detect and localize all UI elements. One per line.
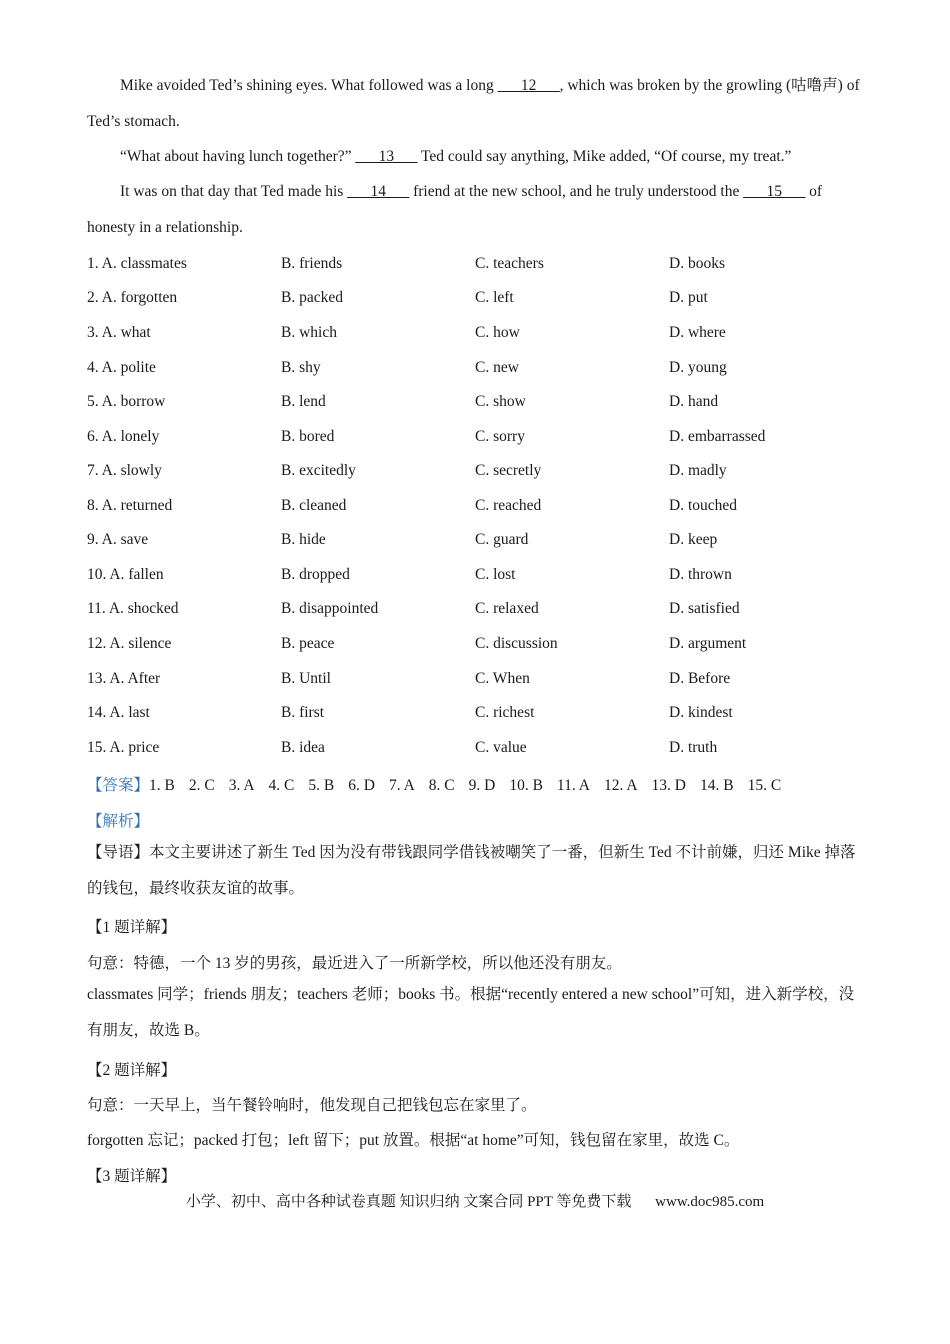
option-c: C. show xyxy=(475,393,526,410)
passage-paragraph-3 xyxy=(87,174,867,246)
option-d: D. hand xyxy=(669,393,719,410)
detail-1-explanation: classmates 同学；friends 朋友；teachers 老师；books 书。根据“recently entered a new school”可知，进入新学校，没有朋友，故选 B。 xyxy=(87,986,855,1039)
option-c: C. new xyxy=(475,359,519,376)
intro-paragraph xyxy=(87,835,867,907)
blank-13: ___13___ xyxy=(355,148,418,165)
passage-paragraph-1 xyxy=(87,68,867,140)
option-c: C. teachers xyxy=(475,255,544,272)
page-footer xyxy=(0,1190,950,1211)
option-a: 5. A. borrow xyxy=(87,393,166,410)
footer-text: 小学、初中、高中各种试卷真题 知识归纳 文案合同 PPT 等免费下载 xyxy=(185,1194,632,1210)
passage-text: Mike avoided Ted’s shining eyes. What followed was a long xyxy=(120,77,498,94)
question-row xyxy=(87,670,867,700)
answer-item: 13. D xyxy=(651,777,686,794)
question-row xyxy=(87,600,867,630)
answer-item: 15. C xyxy=(747,777,782,794)
option-a: 14. A. last xyxy=(87,704,150,721)
option-d: D. touched xyxy=(669,497,738,514)
question-row xyxy=(87,531,867,561)
option-b: B. which xyxy=(281,324,337,341)
question-row xyxy=(87,255,867,285)
option-d: D. books xyxy=(669,255,725,272)
passage-text: Ted could say anything, Mike added, “Of course, my treat.” xyxy=(417,148,792,165)
answer-item: 5. B xyxy=(308,777,335,794)
answer-item: 3. A xyxy=(228,777,255,794)
answer-item: 4. C xyxy=(268,777,295,794)
option-c: C. how xyxy=(475,324,520,341)
answer-item: 7. A xyxy=(388,777,415,794)
analysis-label: 【解析】 xyxy=(87,813,150,830)
option-a: 12. A. silence xyxy=(87,635,172,652)
option-c: C. When xyxy=(475,670,530,687)
question-row xyxy=(87,324,867,354)
detail-2-explanation: forgotten 忘记；packed 打包；left 留下；put 放置。根据“at home”可知，钱包留在家里，故选 C。 xyxy=(87,1132,740,1149)
option-a: 3. A. what xyxy=(87,324,151,341)
option-d: D. kindest xyxy=(669,704,733,721)
question-row xyxy=(87,359,867,389)
option-a: 11. A. shocked xyxy=(87,600,179,617)
option-a: 9. A. save xyxy=(87,531,149,548)
option-c: C. left xyxy=(475,289,514,306)
option-c: C. sorry xyxy=(475,428,525,445)
question-row xyxy=(87,566,867,596)
question-row xyxy=(87,635,867,665)
option-b: B. Until xyxy=(281,670,331,687)
option-a: 13. A. After xyxy=(87,670,161,687)
option-b: B. lend xyxy=(281,393,326,410)
option-b: B. disappointed xyxy=(281,600,379,617)
question-row xyxy=(87,739,867,769)
question-row xyxy=(87,428,867,458)
passage-text: friend at the new school, and he truly understood the xyxy=(409,183,744,200)
answer-item: 2. C xyxy=(188,777,215,794)
answer-item: 10. B xyxy=(509,777,543,794)
option-a: 8. A. returned xyxy=(87,497,173,514)
question-row xyxy=(87,497,867,527)
answer-item: 6. D xyxy=(348,777,375,794)
answer-label: 【答案】 xyxy=(87,777,150,794)
option-d: D. keep xyxy=(669,531,718,548)
option-b: B. hide xyxy=(281,531,326,548)
passage-text: It was on that day that Ted made his xyxy=(120,183,348,200)
answer-item: 9. D xyxy=(468,777,496,794)
question-row xyxy=(87,704,867,734)
option-a: 6. A. lonely xyxy=(87,428,160,445)
passage-text: “What about having lunch together?” xyxy=(120,148,356,165)
option-d: D. young xyxy=(669,359,727,376)
detail-1-heading: 【1 题详解】 xyxy=(87,919,177,936)
option-a: 7. A. slowly xyxy=(87,462,162,479)
blank-15: ___15___ xyxy=(743,183,806,200)
question-row xyxy=(87,393,867,423)
option-a: 4. A. polite xyxy=(87,359,156,376)
passage-paragraph-2 xyxy=(87,139,867,175)
option-b: B. dropped xyxy=(281,566,350,583)
passage-text: , which was broken by the growling (咕噜声) of Ted’s stomach. xyxy=(87,77,860,130)
option-c: C. secretly xyxy=(475,462,542,479)
detail-2-meaning: 句意：一天早上，当午餐铃响时，他发现自己把钱包忘在家里了。 xyxy=(87,1097,537,1114)
answer-items xyxy=(149,777,781,794)
passage-text: of honesty in a relationship. xyxy=(87,183,823,236)
option-c: C. guard xyxy=(475,531,529,548)
answer-item: 8. C xyxy=(428,777,455,794)
option-a: 15. A. price xyxy=(87,739,160,756)
option-c: C. relaxed xyxy=(475,600,539,617)
question-row xyxy=(87,289,867,319)
option-b: B. excitedly xyxy=(281,462,356,479)
detail-1-meaning: 句意：特德，一个 13 岁的男孩，最近进入了一所新学校，所以他还没有朋友。 xyxy=(87,955,622,972)
option-b: B. packed xyxy=(281,289,343,306)
option-d: D. Before xyxy=(669,670,731,687)
answer-key xyxy=(87,773,867,795)
answer-item: 11. A xyxy=(556,777,590,794)
option-c: C. lost xyxy=(475,566,516,583)
option-b: B. friends xyxy=(281,255,343,272)
option-b: B. cleaned xyxy=(281,497,347,514)
option-b: B. peace xyxy=(281,635,335,652)
footer-link[interactable]: www.doc985.com xyxy=(655,1194,765,1210)
detail-3-heading: 【3 题详解】 xyxy=(87,1168,177,1185)
option-d: D. argument xyxy=(669,635,747,652)
intro-text: 本文主要讲述了新生 Ted 因为没有带钱跟同学借钱被嘲笑了一番，但新生 Ted 不计前嫌，归还 Mike 掉落的钱包，最终收获友谊的故事。 xyxy=(87,844,856,897)
option-d: D. truth xyxy=(669,739,718,756)
answer-item: 12. A xyxy=(603,777,638,794)
option-d: D. put xyxy=(669,289,708,306)
blank-12: ___12___ xyxy=(497,77,560,94)
option-b: B. idea xyxy=(281,739,325,756)
option-d: D. madly xyxy=(669,462,727,479)
answer-item: 14. B xyxy=(699,777,734,794)
option-c: C. discussion xyxy=(475,635,558,652)
option-d: D. satisfied xyxy=(669,600,740,617)
option-d: D. where xyxy=(669,324,726,341)
option-c: C. richest xyxy=(475,704,535,721)
option-b: B. shy xyxy=(281,359,321,376)
option-c: C. value xyxy=(475,739,527,756)
option-a: 10. A. fallen xyxy=(87,566,164,583)
option-b: B. bored xyxy=(281,428,335,445)
intro-label: 【导语】 xyxy=(87,844,150,861)
option-a: 2. A. forgotten xyxy=(87,289,178,306)
option-b: B. first xyxy=(281,704,325,721)
blank-14: ___14___ xyxy=(347,183,410,200)
option-a: 1. A. classmates xyxy=(87,255,187,272)
detail-2-heading: 【2 题详解】 xyxy=(87,1062,177,1079)
option-c: C. reached xyxy=(475,497,542,514)
option-d: D. thrown xyxy=(669,566,732,583)
answer-item: 1. B xyxy=(149,777,175,794)
option-d: D. embarrassed xyxy=(669,428,766,445)
question-row xyxy=(87,462,867,492)
